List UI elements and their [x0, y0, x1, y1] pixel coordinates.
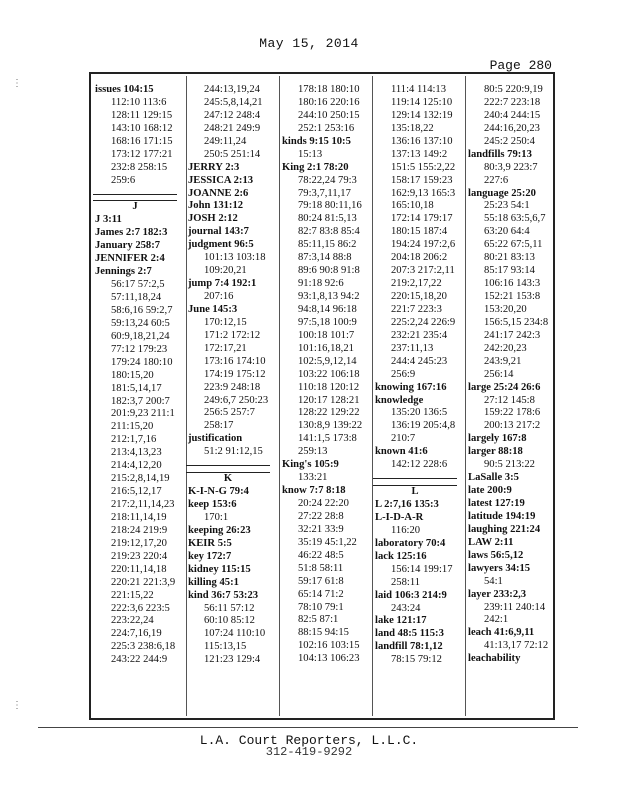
index-subline: 240:4 244:15 — [484, 109, 541, 121]
index-subline: 80:21 83:13 — [484, 252, 535, 264]
index-subline: 212:1,7,16 — [111, 434, 157, 446]
index-entry: latitude 194:19 — [468, 510, 536, 522]
index-entry: January 258:7 — [95, 240, 161, 252]
index-subline: 119:14 125:10 — [391, 96, 453, 108]
index-subline: 41:13,17 72:12 — [484, 640, 549, 652]
section-rule — [188, 459, 276, 472]
index-subline: 170:12,15 — [204, 316, 247, 328]
index-subline: 78:22,24 79:3 — [298, 174, 357, 186]
footer-rule — [38, 727, 578, 728]
index-entry: knowledge — [375, 394, 424, 406]
index-column-3 — [282, 84, 370, 666]
section-rule — [95, 188, 183, 201]
index-entry: K-I-N-G 79:4 — [188, 486, 249, 498]
index-entry: laughing 221:24 — [468, 523, 541, 535]
index-subline: 170:1 — [204, 511, 229, 523]
index-subline: 221:15,22 — [111, 589, 154, 601]
index-subline: 57:11,18,24 — [111, 292, 162, 303]
index-subline: 85:11,15 86:2 — [298, 239, 357, 251]
index-subline: 245:5,8,14,21 — [204, 96, 263, 108]
column-divider — [465, 76, 466, 716]
index-entry: KEIR 5:5 — [188, 537, 232, 549]
index-subline: 232:8 258:15 — [111, 161, 168, 173]
index-subline: 51:8 58:11 — [298, 562, 344, 574]
index-subline: 181:5,14,17 — [111, 382, 162, 394]
index-subline: 259:6 — [111, 174, 136, 186]
index-subline: 137:13 149:2 — [391, 148, 448, 160]
index-subline: 173:16 174:10 — [204, 355, 266, 367]
index-entry: large 25:24 26:6 — [468, 381, 541, 393]
index-subline: 88:15 94:15 — [298, 627, 349, 639]
index-subline: 249:6,7 250:23 — [204, 394, 269, 406]
index-subline: 103:22 106:18 — [298, 368, 360, 380]
index-subline: 210:7 — [391, 433, 416, 445]
index-subline: 241:17 242:3 — [484, 329, 541, 341]
index-entry: L-I-D-A-R — [375, 511, 424, 523]
index-subline: 56:17 57:2,5 — [111, 279, 165, 291]
index-subline: 244:10 250:15 — [298, 109, 360, 121]
index-subline: 220:11,14,18 — [111, 563, 167, 575]
index-subline: 218:24 219:9 — [111, 524, 168, 536]
index-subline: 221:7 223:3 — [391, 303, 442, 315]
column-divider — [279, 76, 280, 716]
column-divider — [372, 76, 373, 716]
index-subline: 65:22 67:5,11 — [484, 239, 543, 251]
index-subline: 159:22 178:6 — [484, 407, 541, 419]
index-subline: 194:24 197:2,6 — [391, 239, 456, 251]
index-subline: 259:13 — [298, 446, 328, 458]
index-subline: 239:11 240:14 — [484, 601, 546, 613]
index-subline: 222:3,6 223:5 — [111, 602, 170, 614]
index-subline: 243:24 — [391, 602, 421, 614]
index-subline: 101:16,18,21 — [298, 342, 354, 354]
index-subline: 256:9 — [391, 368, 416, 380]
index-subline: 153:20,20 — [484, 303, 527, 315]
index-subline: 141:1,5 173:8 — [298, 433, 357, 445]
index-entry: laboratory 70:4 — [375, 537, 446, 549]
index-subline: 80:24 81:5,13 — [298, 213, 357, 225]
index-subline: 165:10,18 — [391, 200, 434, 212]
index-subline: 207:3 217:2,11 — [391, 265, 455, 277]
footer-phone: 312-419-9292 — [265, 745, 353, 759]
index-subline: 136:19 205:4,8 — [391, 420, 456, 432]
index-subline: 256:5 257:7 — [204, 407, 255, 419]
index-subline: 256:14 — [484, 368, 514, 380]
index-subline: 220:21 221:3,9 — [111, 576, 176, 588]
index-subline: 65:14 71:2 — [298, 588, 344, 600]
header-date: May 15, 2014 — [259, 36, 359, 51]
index-entry: journal 143:7 — [188, 226, 249, 238]
index-subline: 225:3 238:6,18 — [111, 641, 176, 653]
index-subline: 237:11,13 — [391, 342, 434, 354]
index-subline: 258:11 — [391, 576, 421, 588]
index-subline: 232:21 235:4 — [391, 329, 448, 341]
index-subline: 179:24 180:10 — [111, 356, 173, 368]
index-entry: King 2:1 78:20 — [282, 161, 349, 173]
index-entry: issues 104:15 — [95, 84, 154, 95]
index-column-1 — [95, 84, 183, 667]
index-subline: 225:2,24 226:9 — [391, 316, 456, 328]
index-entry: kind 36:7 53:23 — [188, 589, 259, 601]
index-subline: 107:24 110:10 — [204, 628, 266, 640]
index-subline: 54:1 — [484, 575, 503, 587]
footer-company: L.A. Court Reporters, L.L.C. — [199, 733, 419, 748]
index-subline: 217:2,11,14,23 — [111, 499, 175, 510]
index-entry: language 25:20 — [468, 187, 536, 199]
index-entry: JENNIFER 2:4 — [95, 253, 165, 265]
index-entry: keep 153:6 — [188, 499, 237, 510]
index-entry: John 131:12 — [188, 200, 244, 212]
index-subline: 135:18,22 — [391, 122, 434, 134]
index-subline: 215:2,8,14,19 — [111, 473, 170, 485]
index-subline: 243:9,21 — [484, 355, 522, 367]
index-subline: 58:6,16 59:2,7 — [111, 304, 173, 316]
scan-mark: ⋮ — [12, 700, 22, 711]
index-subline: 216:5,12,17 — [111, 486, 162, 498]
index-subline: 214:4,12,20 — [111, 460, 162, 472]
index-subline: 91:18 92:6 — [298, 278, 344, 290]
index-subline: 109:20,21 — [204, 265, 247, 277]
index-subline: 82:5 87:1 — [298, 614, 339, 626]
index-subline: 87:3,14 88:8 — [298, 252, 352, 264]
index-subline: 130:8,9 139:22 — [298, 420, 363, 432]
index-entry: L 2:7,16 135:3 — [375, 499, 439, 510]
index-subline: 46:22 48:5 — [298, 549, 344, 561]
index-subline: 152:21 153:8 — [484, 291, 541, 302]
index-subline: 168:16 171:15 — [111, 135, 173, 147]
index-subline: 128:11 129:15 — [111, 109, 173, 121]
index-subline: 227:6 — [484, 174, 509, 186]
index-entry: landfill 78:1,12 — [375, 641, 443, 653]
index-subline: 59:17 61:8 — [298, 575, 344, 587]
scan-mark: ⋮ — [12, 78, 22, 89]
index-subline: 162:9,13 165:3 — [391, 187, 456, 199]
index-subline: 200:13 217:2 — [484, 420, 541, 432]
index-entry: laid 106:3 214:9 — [375, 589, 447, 601]
index-entry: JOSH 2:12 — [188, 213, 238, 225]
index-entry: late 200:9 — [468, 485, 512, 497]
index-entry: JESSICA 2:13 — [188, 174, 254, 186]
index-entry: lawyers 34:15 — [468, 562, 531, 574]
index-subline: 247:12 248:4 — [204, 109, 261, 121]
index-entry: land 48:5 115:3 — [375, 628, 444, 640]
index-entry: keeping 26:23 — [188, 524, 251, 536]
index-subline: 136:16 137:10 — [391, 135, 453, 147]
index-subline: 180:15 187:4 — [391, 226, 448, 238]
index-entry: leachability — [468, 653, 521, 665]
index-subline: 249:11,24 — [204, 135, 247, 147]
index-subline: 55:18 63:5,6,7 — [484, 213, 546, 225]
index-subline: 112:10 113:6 — [111, 96, 167, 108]
index-subline: 244:16,20,23 — [484, 122, 540, 134]
index-subline: 219:12,17,20 — [111, 537, 167, 549]
section-letter: J — [93, 200, 177, 214]
index-entry: lack 125:16 — [375, 550, 427, 562]
index-subline: 110:18 120:12 — [298, 381, 360, 393]
index-subline: 89:6 90:8 91:8 — [298, 265, 360, 277]
index-subline: 25:23 54:1 — [484, 200, 530, 212]
index-subline: 219:2,17,22 — [391, 278, 442, 290]
index-subline: 59:13,24 60:5 — [111, 317, 170, 329]
index-column-5 — [468, 84, 556, 666]
index-column-2 — [188, 84, 276, 667]
index-subline: 248:21 249:9 — [204, 122, 261, 134]
index-subline: 94:8,14 96:18 — [298, 303, 357, 315]
index-entry: LAW 2:11 — [468, 536, 514, 548]
index-subline: 219:23 220:4 — [111, 550, 168, 562]
index-subline: 101:13 103:18 — [204, 252, 266, 264]
index-subline: 93:1,8,13 94:2 — [298, 291, 360, 302]
index-subline: 250:5 251:14 — [204, 148, 261, 160]
index-subline: 60:9,18,21,24 — [111, 330, 170, 342]
index-entry: landfills 79:13 — [468, 148, 532, 160]
index-subline: 63:20 64:4 — [484, 226, 530, 238]
index-subline: 156:14 199:17 — [391, 563, 453, 575]
index-entry: June 145:3 — [188, 303, 238, 315]
index-entry: justification — [188, 433, 243, 445]
index-entry: key 172:7 — [188, 550, 232, 562]
index-subline: 129:14 132:19 — [391, 109, 453, 121]
index-subline: 211:15,20 — [111, 421, 154, 433]
index-subline: 213:4,13,23 — [111, 447, 162, 459]
index-subline: 56:11 57:12 — [204, 602, 255, 614]
index-subline: 78:15 79:12 — [391, 654, 442, 666]
index-entry: largely 167:8 — [468, 433, 527, 445]
index-subline: 60:10 85:12 — [204, 615, 255, 627]
index-subline: 120:17 128:21 — [298, 394, 360, 406]
index-entry: kidney 115:15 — [188, 563, 251, 575]
index-subline: 27:12 145:8 — [484, 394, 535, 406]
index-entry: King's 105:9 — [282, 459, 339, 471]
index-subline: 82:7 83:8 85:4 — [298, 226, 360, 238]
index-entry: LaSalle 3:5 — [468, 472, 519, 484]
index-subline: 244:13,19,24 — [204, 84, 260, 95]
index-subline: 79:18 80:11,16 — [298, 200, 362, 212]
index-subline: 85:17 93:14 — [484, 265, 535, 277]
index-subline: 128:22 129:22 — [298, 407, 360, 419]
index-subline: 15:13 — [298, 148, 323, 160]
index-subline: 224:7,16,19 — [111, 628, 162, 640]
index-entry: JERRY 2:3 — [188, 161, 240, 173]
index-subline: 158:17 159:23 — [391, 174, 453, 186]
index-subline: 78:10 79:1 — [298, 601, 344, 613]
index-subline: 174:19 175:12 — [204, 368, 266, 380]
index-subline: 104:13 106:23 — [298, 653, 360, 665]
index-entry: lake 121:17 — [375, 615, 427, 627]
index-subline: 151:5 155:2,22 — [391, 161, 456, 173]
index-subline: 156:5,15 234:8 — [484, 316, 549, 328]
index-column-4 — [375, 84, 463, 667]
index-subline: 115:13,15 — [204, 641, 247, 653]
index-subline: 116:20 — [391, 524, 421, 536]
index-entry: kinds 9:15 10:5 — [282, 135, 351, 147]
index-subline: 242:1 — [484, 614, 509, 626]
index-subline: 111:4 114:13 — [391, 84, 447, 95]
index-entry: larger 88:18 — [468, 446, 523, 458]
index-entry: judgment 96:5 — [188, 239, 254, 251]
index-subline: 180:15,20 — [111, 369, 154, 381]
index-subline: 207:16 — [204, 291, 234, 302]
index-subline: 142:12 228:6 — [391, 459, 448, 471]
index-subline: 102:5,9,12,14 — [298, 355, 357, 367]
index-subline: 223:9 248:18 — [204, 381, 261, 393]
index-entry: latest 127:19 — [468, 498, 525, 509]
index-subline: 182:3,7 200:7 — [111, 395, 170, 407]
index-subline: 106:16 143:3 — [484, 278, 541, 290]
index-entry: layer 233:2,3 — [468, 588, 527, 600]
index-subline: 218:11,14,19 — [111, 511, 167, 523]
index-subline: 97:5,18 100:9 — [298, 316, 357, 328]
index-subline: 204:18 206:2 — [391, 252, 448, 264]
index-subline: 80:3,9 223:7 — [484, 161, 538, 173]
index-entry: known 41:6 — [375, 446, 428, 458]
section-rule — [375, 472, 463, 485]
index-subline: 133:21 — [298, 472, 328, 484]
index-subline: 220:15,18,20 — [391, 291, 447, 302]
index-entry: laws 56:5,12 — [468, 549, 524, 561]
index-subline: 79:3,7,11,17 — [298, 187, 351, 199]
page-number: Page 280 — [489, 58, 552, 73]
index-subline: 258:17 — [204, 420, 234, 432]
index-subline: 100:18 101:7 — [298, 329, 355, 341]
index-subline: 171:2 172:12 — [204, 329, 261, 341]
index-subline: 102:16 103:15 — [298, 640, 360, 652]
index-entry: J 3:11 — [95, 214, 122, 226]
index-entry: knowing 167:16 — [375, 381, 447, 393]
section-letter: L — [373, 485, 457, 499]
index-subline: 143:10 168:12 — [111, 122, 173, 134]
index-subline: 244:4 245:23 — [391, 355, 448, 367]
index-subline: 90:5 213:22 — [484, 459, 535, 471]
index-subline: 35:19 45:1,22 — [298, 536, 357, 548]
index-subline: 245:2 250:4 — [484, 135, 535, 147]
index-subline: 77:12 179:23 — [111, 343, 168, 355]
index-subline: 135:20 136:5 — [391, 407, 448, 419]
index-subline: 80:5 220:9,19 — [484, 84, 543, 95]
index-entry: leach 41:6,9,11 — [468, 627, 535, 639]
index-subline: 172:17,21 — [204, 342, 247, 354]
index-entry: Jennings 2:7 — [95, 266, 152, 278]
index-subline: 172:14 179:17 — [391, 213, 453, 225]
index-entry: know 7:7 8:18 — [282, 485, 346, 497]
index-subline: 173:12 177:21 — [111, 148, 173, 160]
index-subline: 243:22 244:9 — [111, 654, 168, 666]
index-entry: killing 45:1 — [188, 576, 239, 588]
column-divider — [186, 76, 187, 716]
index-subline: 242:20,23 — [484, 342, 527, 354]
index-subline: 51:2 91:12,15 — [204, 446, 263, 458]
index-subline: 121:23 129:4 — [204, 654, 261, 666]
index-subline: 178:18 180:10 — [298, 84, 360, 95]
index-subline: 223:22,24 — [111, 615, 154, 627]
index-subline: 20:24 22:20 — [298, 498, 349, 509]
index-subline: 222:7 223:18 — [484, 96, 541, 108]
section-letter: K — [186, 472, 270, 486]
index-entry: jump 7:4 192:1 — [188, 278, 257, 290]
index-entry: James 2:7 182:3 — [95, 227, 168, 239]
index-subline: 32:21 33:9 — [298, 523, 344, 535]
index-subline: 180:16 220:16 — [298, 96, 360, 108]
index-subline: 27:22 28:8 — [298, 510, 344, 522]
index-subline: 201:9,23 211:1 — [111, 408, 175, 420]
index-subline: 252:1 253:16 — [298, 122, 355, 134]
index-entry: JOANNE 2:6 — [188, 187, 249, 199]
